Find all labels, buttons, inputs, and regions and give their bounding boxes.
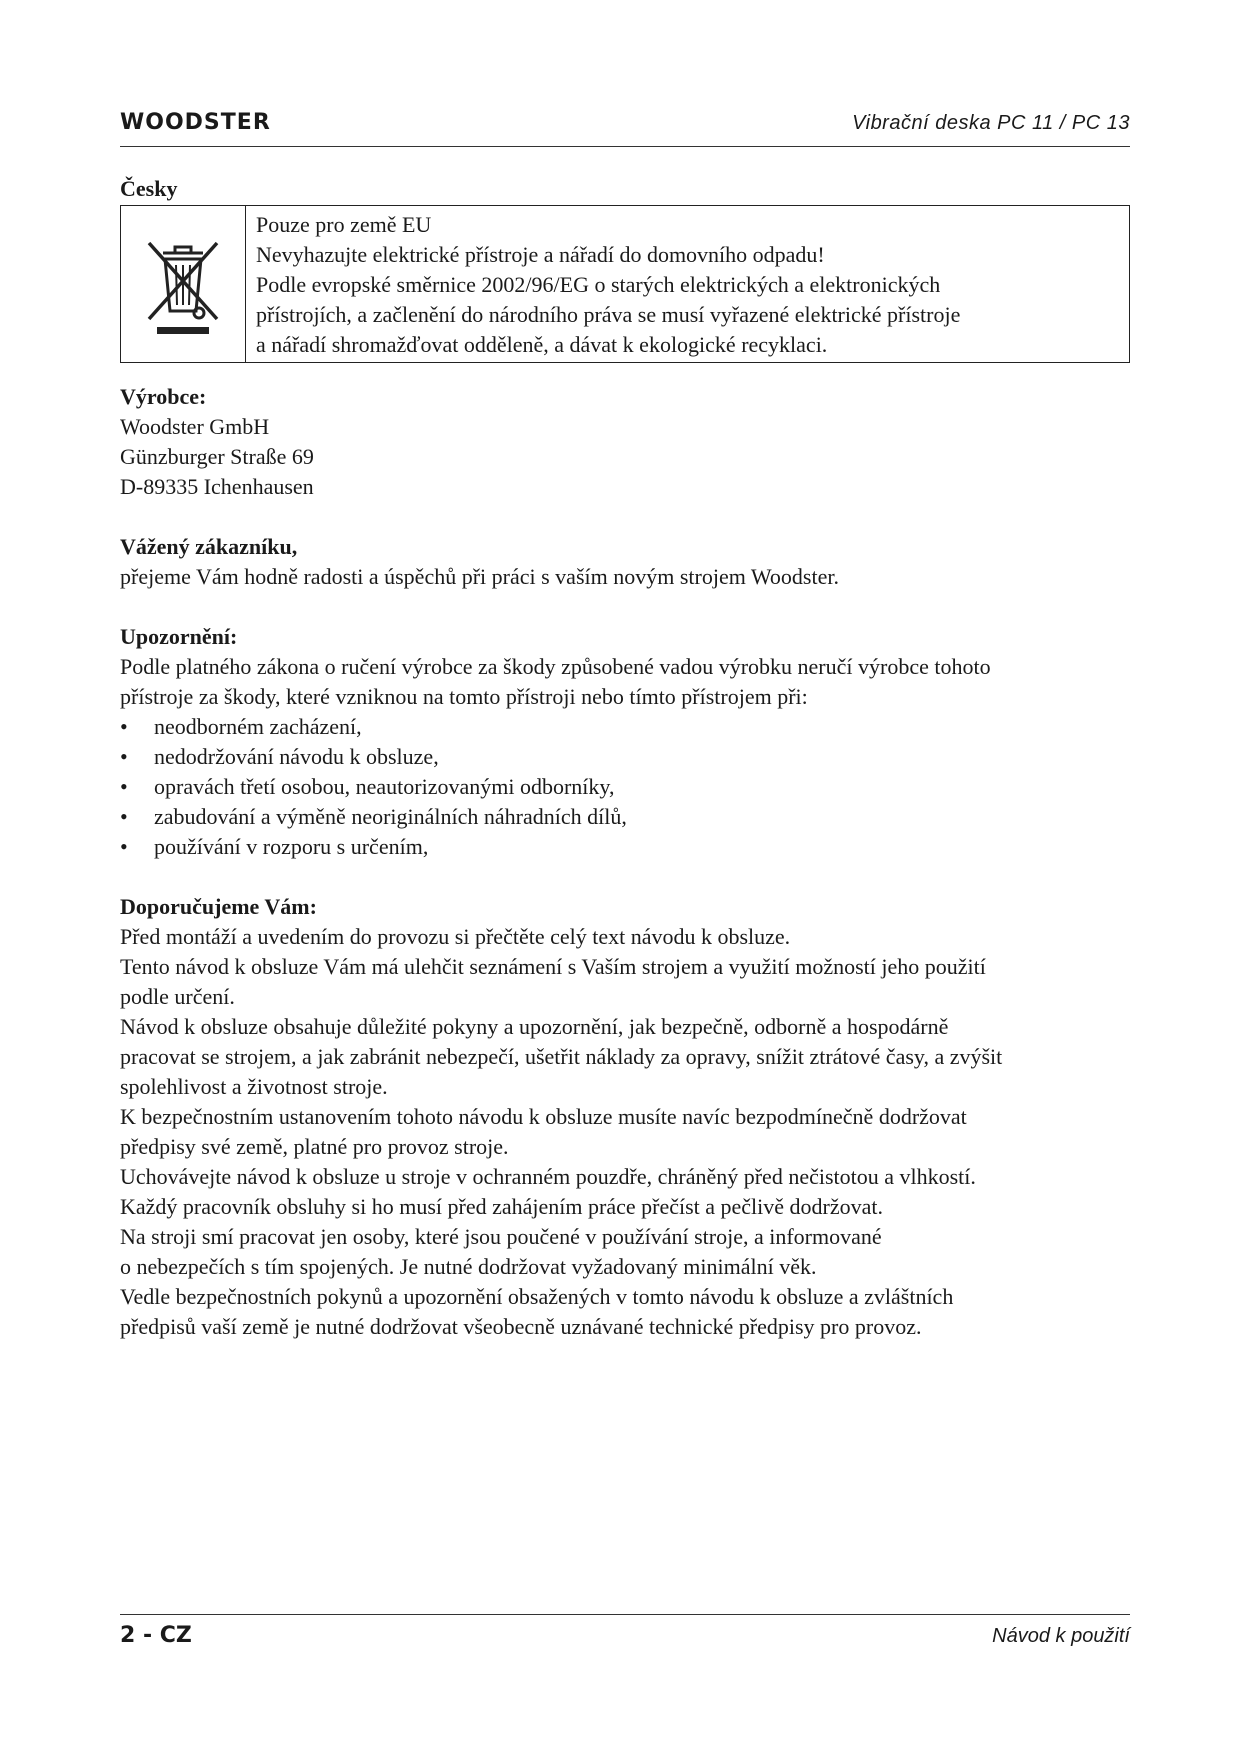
page-header [120,100,1130,147]
list-item: • opravách třetí osobou, neautorizovanými odborníky, [120,772,1130,802]
eu-notice-text [246,206,960,362]
warning-section [120,622,1130,862]
eu-notice-line: a nářadí shromažďovat odděleně, a dávat k ekologické recyklaci. [256,332,828,357]
recommend-line: Vedle bezpečnostních pokynů a upozornění obsažených v tomto návodu k obsluze a zvláštních [120,1284,954,1309]
manufacturer-section [120,382,1130,502]
eu-disposal-notice [120,205,1130,363]
warning-heading: Upozornění: [120,624,238,649]
liability-list [120,712,1130,862]
recommend-line: Návod k obsluze obsahuje důležité pokyny a upozornění, jak bezpečně, odborně a hospodárně [120,1014,949,1039]
eu-notice-line: Podle evropské směrnice 2002/96/EG o starých elektrických a elektronických [256,272,941,297]
recommend-line: Uchovávejte návod k obsluze u stroje v ochranném pouzdře, chráněný před nečistotou a vlhkostí. [120,1164,976,1189]
recommend-line: pracovat se strojem, a jak zabránit nebezpečí, ušetřit náklady za opravy, snížit ztrátové časy, a zvýšit [120,1044,1003,1069]
recommend-line: Na stroji smí pracovat jen osoby, které jsou poučené v používání stroje, a informované [120,1224,882,1249]
recommend-line: spolehlivost a životnost stroje. [120,1074,388,1099]
manual-page [120,100,1130,1660]
brand-name: WOODSTER [120,110,271,135]
list-item: • zabudování a výměně neoriginálních náhradních dílů, [120,802,1130,832]
eu-notice-line: Nevyhazujte elektrické přístroje a nářadí do domovního odpadu! [256,242,825,267]
recommend-section [120,892,1130,1342]
recommend-line: K bezpečnostním ustanovením tohoto návodu k obsluze musíte navíc bezpodmínečně dodržovat [120,1104,967,1129]
list-item: • nedodržování návodu k obsluze, [120,742,1130,772]
address-line: Günzburger Straße 69 [120,444,314,469]
eu-notice-line: Pouze pro země EU [256,212,432,237]
recommend-line: předpisů vaší země je nutné dodržovat všeobecně uznávané technické předpisy pro provoz. [120,1314,922,1339]
eu-notice-line: přístrojích, a začlenění do národního práva se musí vyřazené elektrické přístroje [256,302,961,327]
page-footer [120,1614,1130,1659]
recommend-line: o nebezpečích s tím spojených. Je nutné dodržovat vyžadovaný minimální věk. [120,1254,817,1279]
footer-title: Návod k použití [992,1625,1130,1647]
manufacturer-heading: Výrobce: [120,384,207,409]
crossed-bin-icon [121,206,246,362]
recommend-line: podle určení. [120,984,235,1009]
recommend-heading: Doporučujeme Vám: [120,894,317,919]
list-item: • neodborném zacházení, [120,712,1130,742]
address-line: Woodster GmbH [120,414,270,439]
list-item: • používání v rozporu s určením, [120,832,1130,862]
recommend-line: předpisy své země, platné pro provoz stroje. [120,1134,509,1159]
greeting-text: přejeme Vám hodně radosti a úspěchů při práci s vaším novým strojem Woodster. [120,564,839,589]
document-title: Vibrační deska PC 11 / PC 13 [852,112,1130,134]
recommend-line: Každý pracovník obsluhy si ho musí před zahájením práce přečíst a pečlivě dodržovat. [120,1194,884,1219]
recommend-line: Před montáží a uvedením do provozu si přečtěte celý text návodu k obsluze. [120,924,791,949]
greeting-heading: Vážený zákazníku, [120,534,298,559]
page-number: 2 - CZ [120,1623,192,1648]
recommend-line: Tento návod k obsluze Vám má ulehčit seznámení s Vaším strojem a využití možností jeho použití [120,954,986,979]
language-heading: Česky [120,176,178,201]
warning-line: přístroje za škody, které vzniknou na tomto přístroji nebo tímto přístrojem při: [120,684,808,709]
manual-content [120,382,1130,1342]
warning-line: Podle platného zákona o ručení výrobce za škody způsobené vadou výrobku neručí výrobce tohoto [120,654,991,679]
address-line: D-89335 Ichenhausen [120,474,314,499]
greeting-section [120,532,1130,592]
